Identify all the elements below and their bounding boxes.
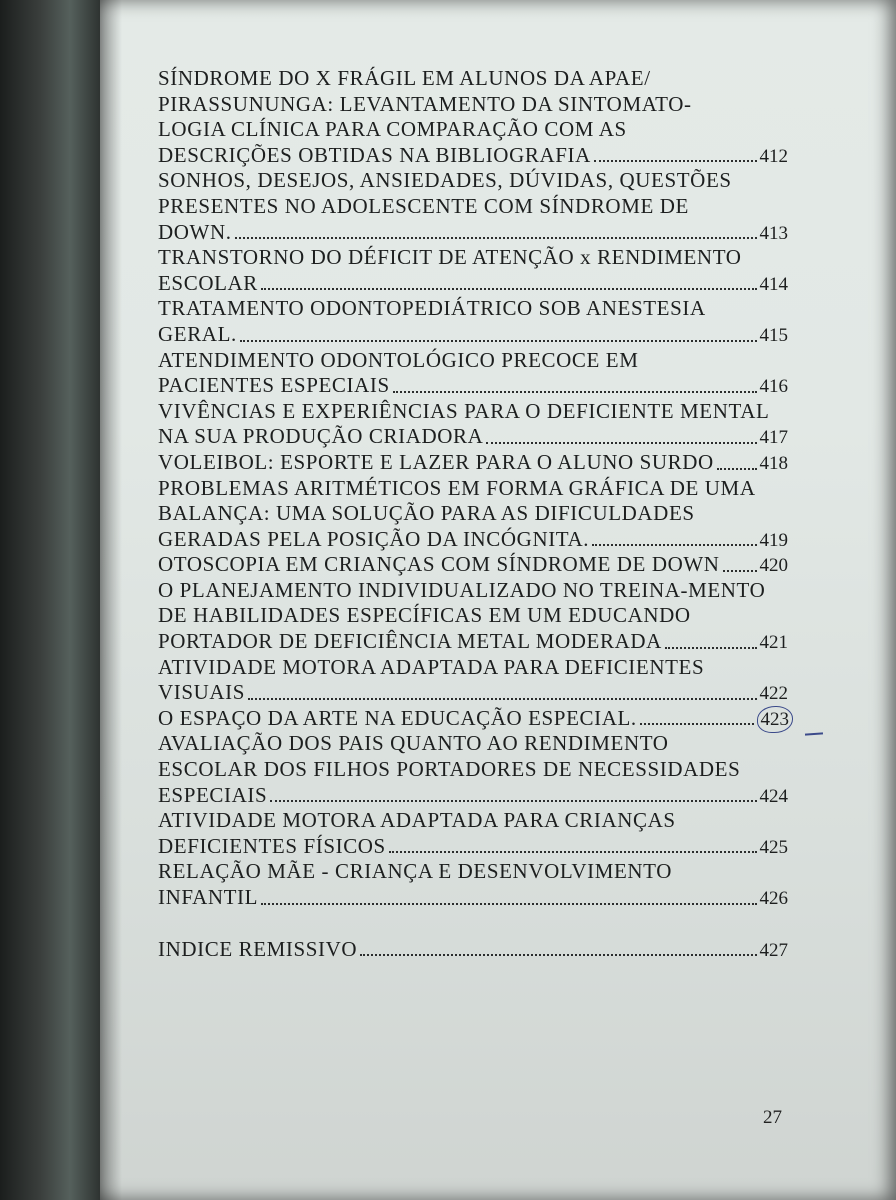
toc-line-text: TRATAMENTO ODONTOPEDIÁTRICO SOB ANESTESIA [158,296,706,321]
toc-line [158,629,788,655]
toc-line [158,117,788,143]
toc-line [158,450,788,476]
toc-entry[interactable] [158,66,788,168]
toc-line [158,937,788,963]
toc-line [158,271,788,297]
toc-entry[interactable] [158,578,788,655]
toc-line-text: PIRASSUNUNGA: LEVANTAMENTO DA SINTOMATO- [158,91,692,116]
toc-line-text: ESCOLAR [158,270,258,295]
dot-leader [393,391,757,393]
toc-line-text: GERAL. [158,321,237,346]
toc-line-text: DESCRIÇÕES OBTIDAS NA BIBLIOGRAFIA [158,142,591,167]
toc-line [158,194,788,220]
toc-entry[interactable] [158,348,788,399]
dot-leader [261,288,757,290]
toc-line [158,655,788,681]
toc-line-text: PORTADOR DE DEFICIÊNCIA METAL MODERADA [158,629,662,654]
toc-line-text: PROBLEMAS ARITMÉTICOS EM FORMA GRÁFICA DE UMA [158,475,756,500]
toc-line-text: NA SUA PRODUÇÃO CRIADORA [158,424,484,449]
toc-entry[interactable] [158,168,788,245]
toc-line-text: GERADAS PELA POSIÇÃO DA INCÓGNITA. [158,526,590,551]
toc-line-text: PACIENTES ESPECIAIS [158,373,390,398]
toc-entry[interactable] [158,706,788,732]
dot-leader [261,903,756,905]
pen-tick-mark [805,732,823,735]
toc-line [158,552,788,578]
toc-page-number: 416 [759,376,788,398]
toc-line [158,373,788,399]
toc-line [158,578,788,604]
dot-leader [240,340,757,342]
toc-entry[interactable] [158,859,788,910]
toc-line [158,885,788,911]
toc-line-text: INDICE REMISSIVO [158,936,358,961]
book-page [100,0,896,1200]
toc-page-number: 420 [759,555,788,577]
toc-line-text: ATIVIDADE MOTORA ADAPTADA PARA CRIANÇAS [158,808,676,833]
toc-line-text: VISUAIS [158,680,246,705]
toc-line [158,424,788,450]
toc-line-text: AVALIAÇÃO DOS PAIS QUANTO AO RENDIMENTO [158,731,669,756]
toc-line [158,92,788,118]
toc-line-text: PRESENTES NO ADOLESCENTE COM SÍNDROME DE [158,193,689,218]
toc-line [158,603,788,629]
toc-line-text: O ESPAÇO DA ARTE NA EDUCAÇÃO ESPECIAL. [158,705,637,730]
toc-line [158,731,788,757]
section-gap [158,911,788,937]
toc-entry[interactable] [158,731,788,808]
toc-page-number: 426 [759,888,788,909]
toc-entry[interactable] [158,808,788,859]
page-number: 27 [763,1107,782,1128]
toc-line-text: LOGIA CLÍNICA PARA COMPARAÇÃO COM AS [158,117,627,142]
toc-line-text: DEFICIENTES FÍSICOS [158,833,386,858]
toc-page-number: 419 [759,529,788,551]
toc-page-number: 421 [759,632,788,654]
dot-leader [486,442,756,444]
toc-line-text: VIVÊNCIAS E EXPERIÊNCIAS PARA O DEFICIENTE MENTAL [158,398,770,423]
dot-leader [389,851,757,853]
toc-line [158,859,788,885]
toc-line [158,348,788,374]
toc-line-text: TRANSTORNO DO DÉFICIT DE ATENÇÃO x RENDIMENTO [158,245,742,270]
toc-page-number: 414 [759,273,788,295]
toc-entry[interactable] [158,476,788,553]
toc-line [158,527,788,553]
toc-line [158,834,788,860]
toc-page-number: 417 [759,427,788,449]
toc-entry[interactable] [158,655,788,706]
toc-page-number: 418 [759,452,788,474]
toc-line [158,680,788,706]
toc-page-number: 425 [759,836,788,858]
toc-page-number: 415 [759,324,788,346]
toc-line-text: ATIVIDADE MOTORA ADAPTADA PARA DEFICIENTES [158,654,705,679]
dot-leader [248,698,756,700]
toc-page-number: 424 [759,785,788,807]
toc-line [158,757,788,783]
toc-line [158,168,788,194]
dot-leader [592,544,756,546]
toc-line [158,296,788,322]
toc-page-number: 427 [759,939,788,961]
toc-line-text: SONHOS, DESEJOS, ANSIEDADES, DÚVIDAS, QUESTÕES [158,168,732,193]
toc-entry[interactable] [158,552,788,578]
dot-leader [360,954,756,956]
toc-page-number: 422 [759,683,788,705]
toc-entry[interactable] [158,245,788,296]
toc-line [158,399,788,425]
toc-line-text: O PLANEJAMENTO INDIVIDUALIZADO NO TREINA-MENTO [158,577,766,602]
toc-line-text: DOWN. [158,219,232,244]
toc-line-text: VOLEIBOL: ESPORTE E LAZER PARA O ALUNO SURDO [158,449,714,474]
toc-line-text: SÍNDROME DO X FRÁGIL EM ALUNOS DA APAE/ [158,66,651,90]
dot-leader [640,723,754,725]
toc-line-text: DE HABILIDADES ESPECÍFICAS EM UM EDUCANDO [158,603,691,628]
toc-line-text: ATENDIMENTO ODONTOLÓGICO PRECOCE EM [158,347,639,372]
toc-entry[interactable] [158,399,788,450]
toc-line [158,783,788,809]
dot-leader [594,160,757,162]
toc-line-text: BALANÇA: UMA SOLUÇÃO PARA AS DIFICULDADES [158,501,695,526]
toc-line [158,501,788,527]
toc-line [158,220,788,246]
dot-leader [723,570,757,572]
toc-page-number: 413 [759,222,788,244]
toc-line [158,706,788,732]
toc-line [158,143,788,169]
toc-entry[interactable] [158,450,788,476]
toc-entry[interactable] [158,296,788,347]
dot-leader [235,237,757,239]
toc-line [158,322,788,348]
dot-leader [665,647,757,649]
toc-line-text: RELAÇÃO MÃE - CRIANÇA E DESENVOLVIMENTO [158,859,672,884]
table-of-contents [158,66,788,962]
dot-leader [717,468,757,470]
dot-leader [270,800,756,802]
toc-line [158,476,788,502]
toc-line [158,808,788,834]
toc-entry-index[interactable] [158,937,788,963]
toc-page-number-circled: 423 [757,706,794,734]
toc-page-number: 412 [759,145,788,167]
toc-line-text: INFANTIL [158,885,259,909]
toc-line-text: OTOSCOPIA EM CRIANÇAS COM SÍNDROME DE DOWN [158,552,720,577]
toc-line-text: ESCOLAR DOS FILHOS PORTADORES DE NECESSIDADES [158,757,741,782]
toc-line [158,66,788,92]
toc-line-text: ESPECIAIS [158,782,268,807]
toc-line [158,245,788,271]
